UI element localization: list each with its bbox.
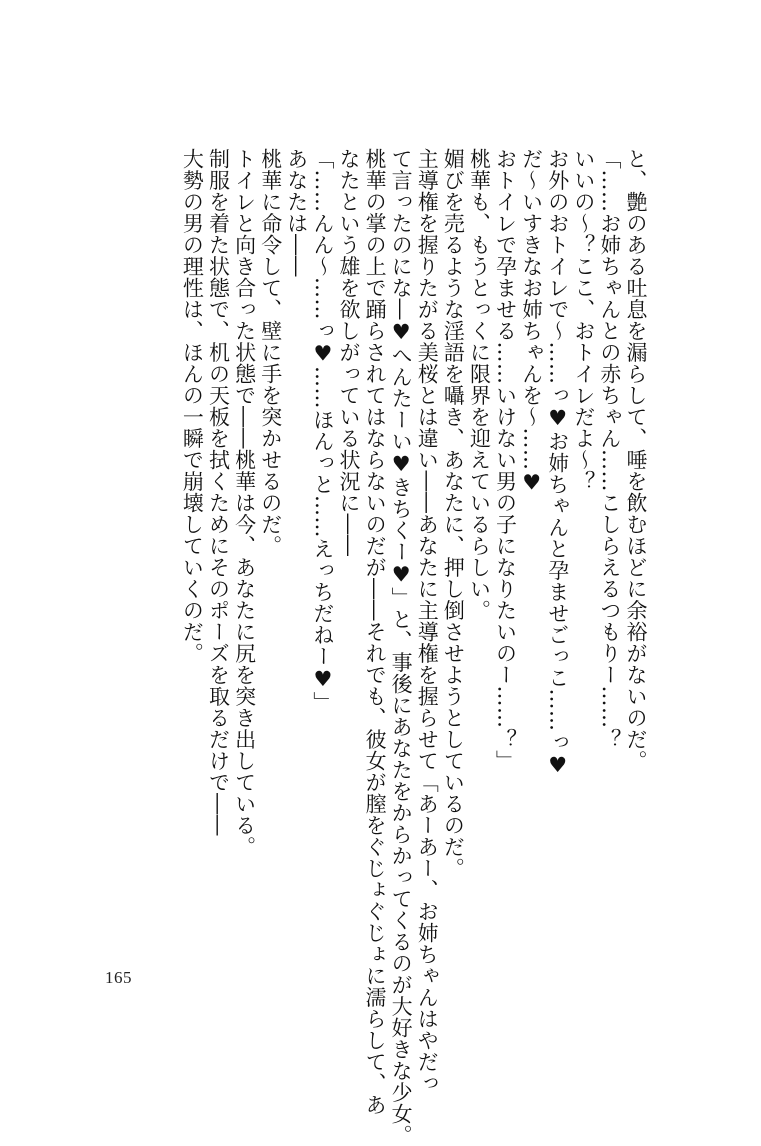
text-line: 桃華の掌の上で踊らされてはならないのだが――それでも、彼女が膣をぐじょぐじょに濡らして、あ xyxy=(363,148,388,1116)
text-line: 制服を着た状態で、机の天板を拭くためにそのポーズを取るだけで―― xyxy=(206,148,231,836)
text-line: 媚びを売るような淫語を囁き、あなたに、押し倒させようとしているのだ。 xyxy=(441,148,466,879)
text-line: おトイレで孕ませる……いけない男の子になりたいのー……？」 xyxy=(493,148,518,772)
text-line: お外のおトイレで～……っ♥お姉ちゃんと孕ませごっこ……っ♥ xyxy=(545,148,570,778)
page-number: 165 xyxy=(105,968,132,987)
text-line: なたという雄を欲しがっている状況に―― xyxy=(336,148,361,557)
text-line: 大勢の男の理性は、ほんの一瞬で崩壊していくのだ。 xyxy=(180,148,205,664)
text-line: 「……お姉ちゃんとの赤ちゃん……こしらえるつもりー……？ xyxy=(597,148,622,750)
body-text-column xyxy=(179,148,649,1146)
text-line: 「……んん～……っ♥……ほんっと……えっちだねー♥」 xyxy=(310,148,335,713)
text-line: トイレと向き合った状態で――桃華は今、あなたに尻を突き出している。 xyxy=(232,148,257,858)
text-line: 主導権を握りたがる美桜とは違い――あなたに主導権を握らせて「あーあー、お姉ちゃんはやだっ xyxy=(415,148,440,1094)
text-line: いいの～？ここ、おトイレだよ～？ xyxy=(571,148,596,492)
text-line: 桃華も、もうとっくに限界を迎えているらしい。 xyxy=(467,148,492,621)
text-line: 桃華に命令して、壁に手を突かせるのだ。 xyxy=(258,148,283,557)
text-line: て言ったのにな―♥へんたーい♥きちくー♥」と、事後にあなたをからかってくるのが大好きな少女。 xyxy=(389,148,414,1146)
text-line: と、艶のある吐息を漏らして、唾を飲むほどに余裕がないのだ。 xyxy=(624,148,648,772)
text-line: あなたは―― xyxy=(284,148,309,277)
text-line: だ～いすきなお姉ちゃんを～……♥ xyxy=(519,148,544,495)
